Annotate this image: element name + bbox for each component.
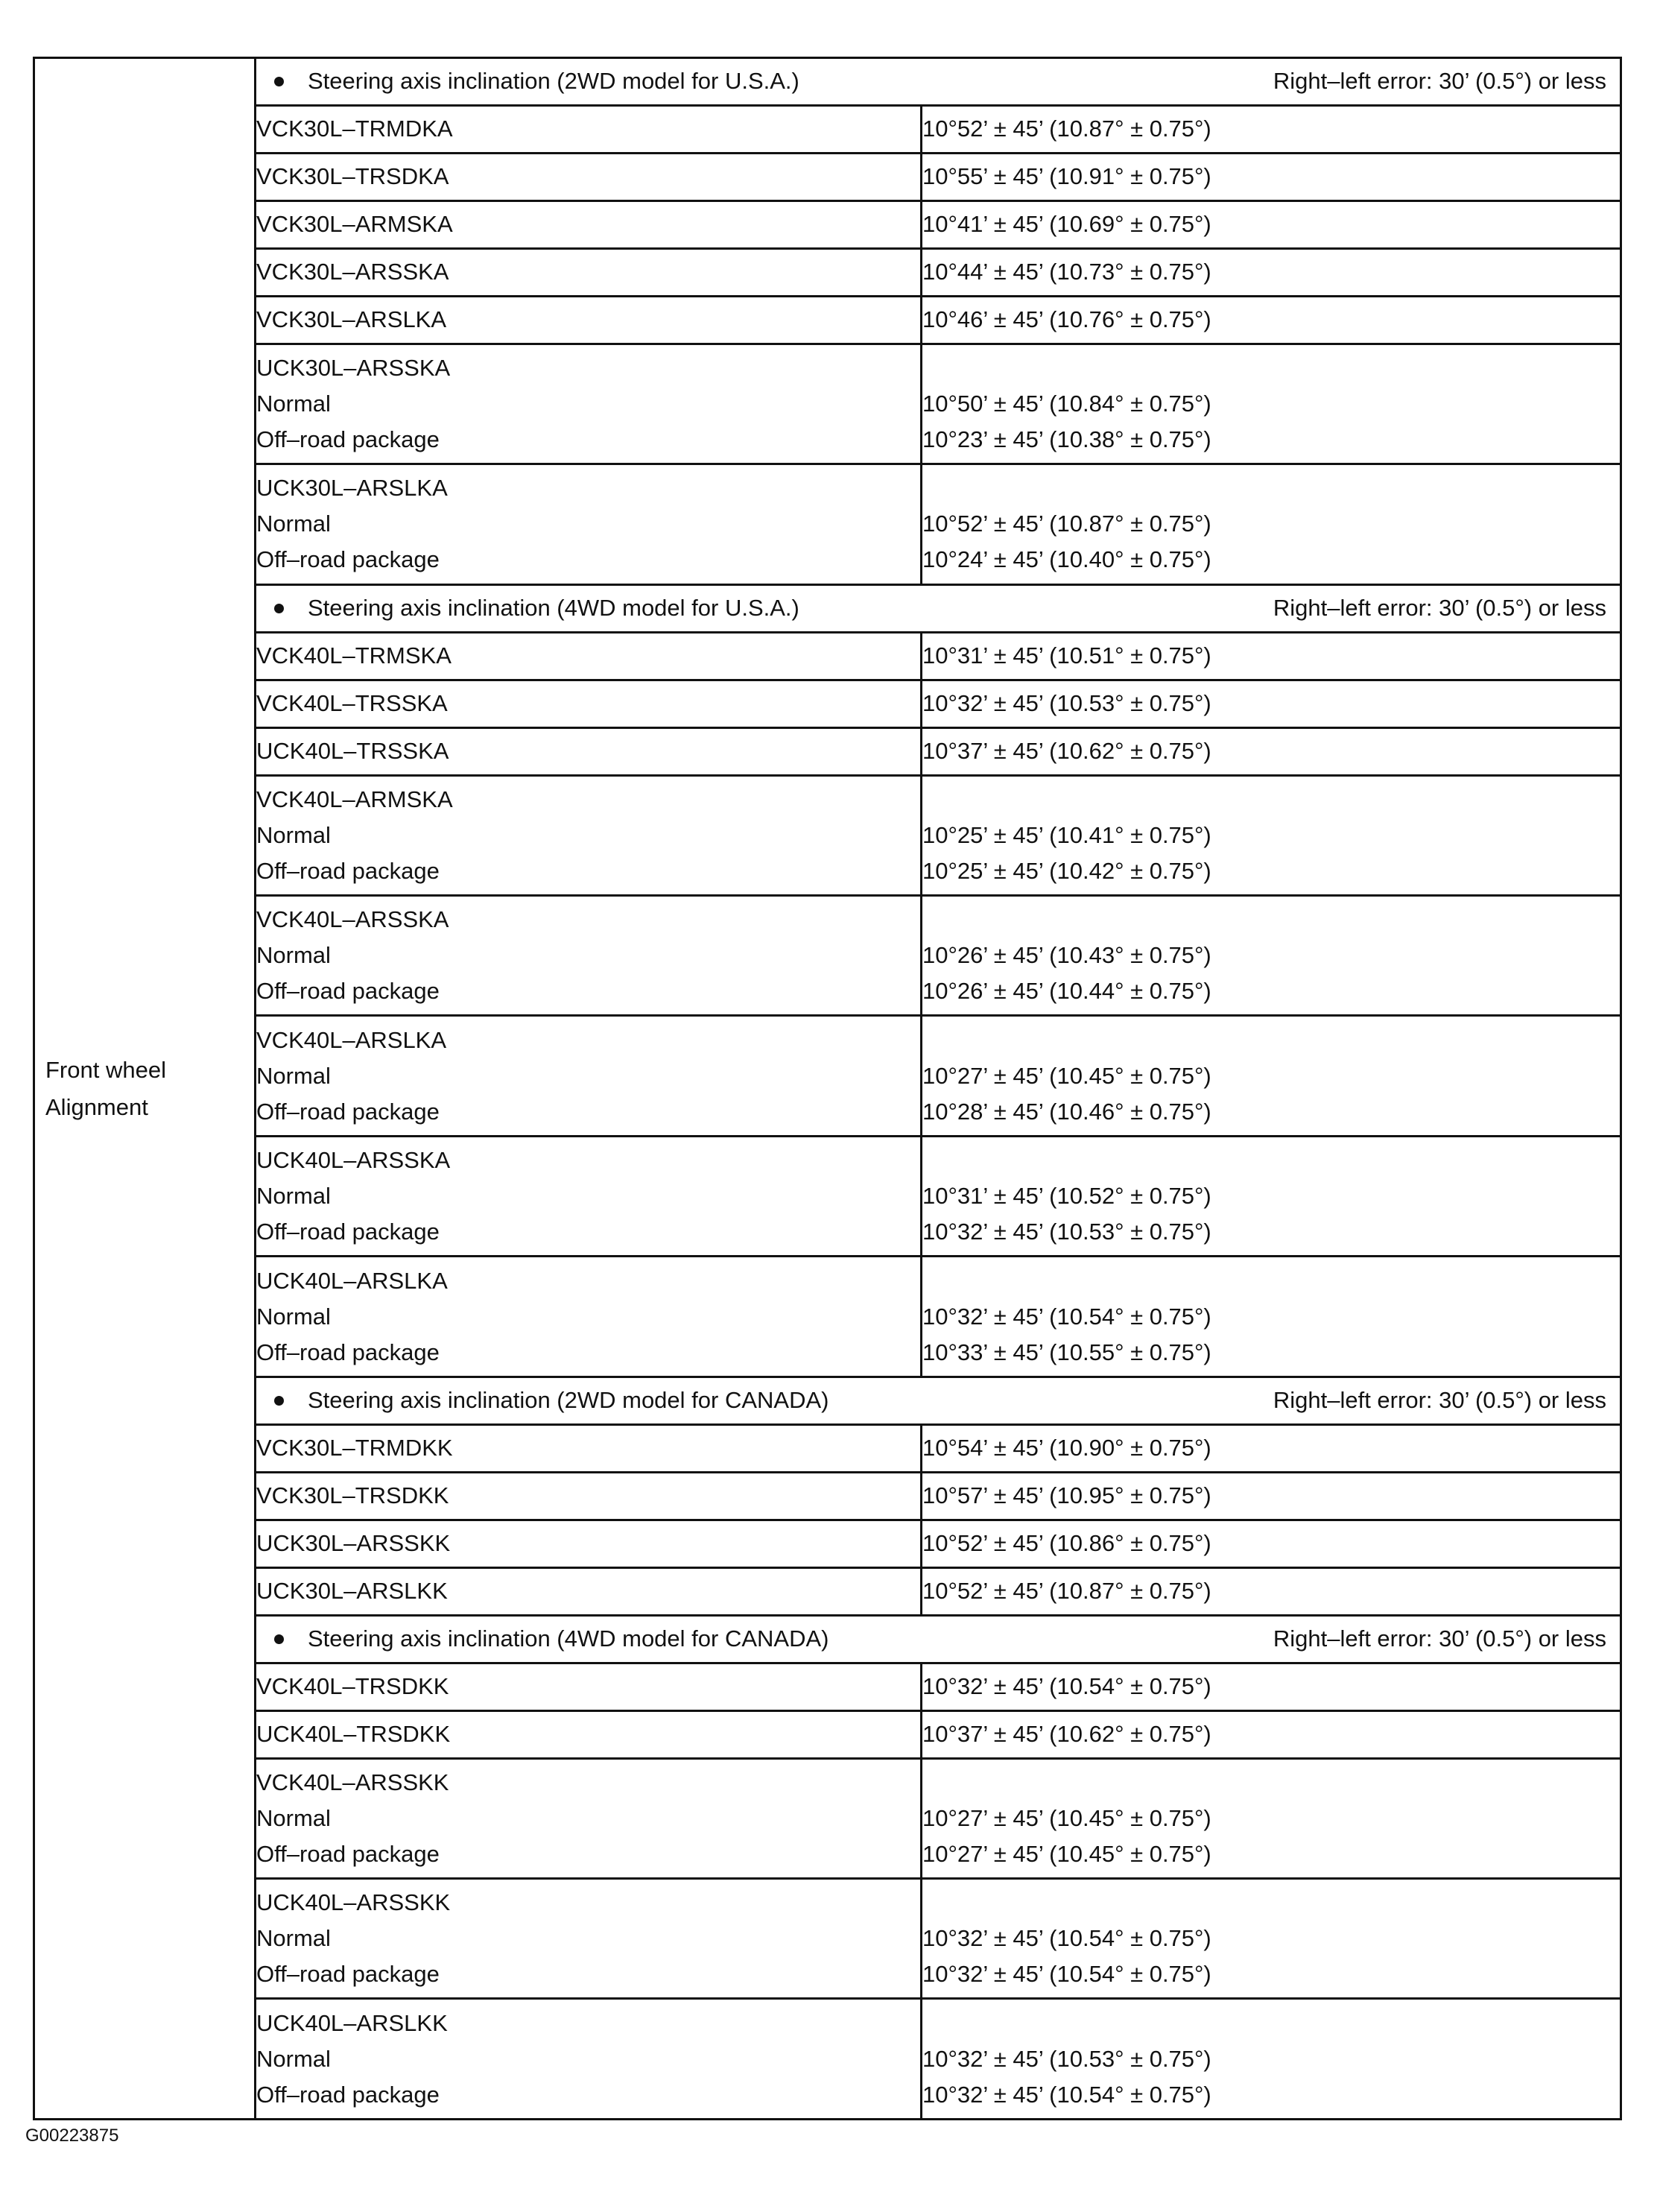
normal-value: 10°32’ ± 45’ (10.54° ± 0.75°) (922, 1303, 1211, 1330)
offroad-label: Off–road package (256, 1339, 440, 1365)
table-row (34, 1710, 1621, 1758)
model-cell (256, 105, 922, 153)
bullet-icon (274, 1634, 284, 1644)
inclination-value: 10°32’ ± 45’ (10.53° ± 0.75°) (922, 690, 1211, 717)
table-row (34, 632, 1621, 680)
model-code: VCK30L–TRMDKA (256, 116, 453, 142)
value-cell (922, 105, 1621, 153)
model-cell (256, 1016, 922, 1136)
inclination-value: 10°52’ ± 45’ (10.87° ± 0.75°) (922, 116, 1211, 142)
normal-label: Normal (256, 1183, 331, 1210)
inclination-value: 10°41’ ± 45’ (10.69° ± 0.75°) (922, 211, 1211, 238)
model-code: UCK30L–ARSSKK (256, 1530, 451, 1557)
offroad-value: 10°32’ ± 45’ (10.54° ± 0.75°) (922, 2081, 1211, 2108)
table-row (34, 1472, 1621, 1520)
model-cell (256, 464, 922, 584)
normal-value: 10°25’ ± 45’ (10.41° ± 0.75°) (922, 821, 1211, 848)
model-cell (256, 344, 922, 464)
offroad-label: Off–road package (256, 1098, 440, 1125)
value-cell (922, 1663, 1621, 1710)
model-code: UCK40L–TRSDKK (256, 1721, 451, 1748)
value-cell (922, 1567, 1621, 1615)
value-cell (922, 1878, 1621, 1998)
offroad-value: 10°25’ ± 45’ (10.42° ± 0.75°) (922, 857, 1211, 884)
table-row (34, 464, 1621, 584)
model-cell (256, 896, 922, 1016)
inclination-value: 10°52’ ± 45’ (10.86° ± 0.75°) (922, 1530, 1211, 1557)
normal-label: Normal (256, 511, 331, 537)
model-code: UCK40L–TRSSKA (256, 738, 449, 765)
model-cell (256, 632, 922, 680)
offroad-value: 10°27’ ± 45’ (10.45° ± 0.75°) (922, 1840, 1211, 1867)
normal-value: 10°27’ ± 45’ (10.45° ± 0.75°) (922, 1804, 1211, 1831)
normal-label: Normal (256, 391, 331, 417)
offroad-label: Off–road package (256, 1219, 440, 1245)
model-cell (256, 1710, 922, 1758)
model-cell (256, 1424, 922, 1472)
table-row (34, 680, 1621, 727)
normal-label: Normal (256, 821, 331, 848)
value-cell (922, 344, 1621, 464)
offroad-value: 10°26’ ± 45’ (10.44° ± 0.75°) (922, 978, 1211, 1005)
normal-label: Normal (256, 1303, 331, 1330)
model-cell (256, 1758, 922, 1878)
model-code: UCK30L–ARSSKA (256, 355, 451, 382)
offroad-value: 10°32’ ± 45’ (10.54° ± 0.75°) (922, 1961, 1211, 1988)
inclination-value: 10°54’ ± 45’ (10.90° ± 0.75°) (922, 1435, 1211, 1462)
model-cell (256, 1878, 922, 1998)
value-cell (922, 248, 1621, 296)
table-row (34, 1136, 1621, 1256)
inclination-value: 10°37’ ± 45’ (10.62° ± 0.75°) (922, 738, 1211, 765)
offroad-label: Off–road package (256, 978, 440, 1005)
model-code: VCK40L–TRSDKK (256, 1673, 449, 1700)
table-row (34, 200, 1621, 248)
value-cell (922, 632, 1621, 680)
normal-label: Normal (256, 1804, 331, 1831)
table-row (34, 344, 1621, 464)
table-row (34, 775, 1621, 895)
value-cell (922, 1710, 1621, 1758)
table-row (34, 1999, 1621, 2120)
offroad-value: 10°32’ ± 45’ (10.53° ± 0.75°) (922, 1219, 1211, 1245)
section-header (256, 1615, 1621, 1663)
inclination-value: 10°52’ ± 45’ (10.87° ± 0.75°) (922, 1578, 1211, 1605)
table-row (34, 153, 1621, 200)
table-row (34, 1424, 1621, 1472)
inclination-value: 10°31’ ± 45’ (10.51° ± 0.75°) (922, 642, 1211, 669)
category-label-line: Alignment (45, 1093, 148, 1120)
normal-value: 10°52’ ± 45’ (10.87° ± 0.75°) (922, 511, 1211, 537)
value-cell (922, 464, 1621, 584)
value-cell (922, 896, 1621, 1016)
model-code: VCK30L–ARSLKA (256, 306, 447, 333)
value-cell (922, 1016, 1621, 1136)
section-title: Steering axis inclination (2WD model for U.S.A.) (308, 68, 799, 95)
model-code: VCK40L–ARMSKA (256, 786, 453, 812)
offroad-label: Off–road package (256, 2081, 440, 2108)
model-cell (256, 1999, 922, 2120)
value-cell (922, 1136, 1621, 1256)
table-row (34, 296, 1621, 344)
table-row (34, 1878, 1621, 1998)
model-cell (256, 200, 922, 248)
value-cell (922, 153, 1621, 200)
inclination-value: 10°57’ ± 45’ (10.95° ± 0.75°) (922, 1482, 1211, 1509)
offroad-label: Off–road package (256, 1840, 440, 1867)
table-row (34, 1663, 1621, 1710)
model-code: VCK40L–TRMSKA (256, 642, 452, 669)
error-note: Right–left error: 30’ (0.5°) or less (1273, 1625, 1606, 1652)
offroad-value: 10°23’ ± 45’ (10.38° ± 0.75°) (922, 426, 1211, 453)
section-title: Steering axis inclination (4WD model for U.S.A.) (308, 595, 799, 622)
offroad-label: Off–road package (256, 426, 440, 453)
normal-value: 10°32’ ± 45’ (10.53° ± 0.75°) (922, 2045, 1211, 2072)
inclination-value: 10°32’ ± 45’ (10.54° ± 0.75°) (922, 1673, 1211, 1700)
normal-label: Normal (256, 1062, 331, 1089)
model-code: UCK40L–ARSSKK (256, 1889, 451, 1916)
section-title: Steering axis inclination (2WD model for CANADA) (308, 1387, 829, 1414)
normal-value: 10°31’ ± 45’ (10.52° ± 0.75°) (922, 1183, 1211, 1210)
offroad-label: Off–road package (256, 857, 440, 884)
section-header-row (34, 58, 1621, 106)
offroad-value: 10°33’ ± 45’ (10.55° ± 0.75°) (922, 1339, 1211, 1365)
model-cell (256, 1567, 922, 1615)
normal-label: Normal (256, 942, 331, 969)
value-cell (922, 1257, 1621, 1377)
bullet-icon (274, 604, 284, 613)
figure-id: G00223875 (25, 2126, 119, 2146)
bullet-icon (274, 77, 284, 86)
value-cell (922, 296, 1621, 344)
model-code: VCK30L–ARSSKA (256, 259, 449, 285)
normal-value: 10°26’ ± 45’ (10.43° ± 0.75°) (922, 942, 1211, 969)
value-cell (922, 1472, 1621, 1520)
value-cell (922, 1520, 1621, 1567)
normal-value: 10°50’ ± 45’ (10.84° ± 0.75°) (922, 391, 1211, 417)
normal-value: 10°32’ ± 45’ (10.54° ± 0.75°) (922, 1925, 1211, 1952)
model-cell (256, 1136, 922, 1256)
model-code: VCK40L–ARSLKA (256, 1026, 447, 1053)
alignment-spec-table (33, 57, 1622, 2120)
section-header (256, 58, 1621, 106)
model-code: VCK30L–ARMSKA (256, 211, 453, 238)
inclination-value: 10°55’ ± 45’ (10.91° ± 0.75°) (922, 163, 1211, 190)
section-title: Steering axis inclination (4WD model for CANADA) (308, 1625, 829, 1652)
normal-label: Normal (256, 1925, 331, 1952)
offroad-value: 10°24’ ± 45’ (10.40° ± 0.75°) (922, 546, 1211, 573)
category-label-cell (34, 58, 256, 2120)
inclination-value: 10°44’ ± 45’ (10.73° ± 0.75°) (922, 259, 1211, 285)
table-row (34, 1016, 1621, 1136)
offroad-value: 10°28’ ± 45’ (10.46° ± 0.75°) (922, 1098, 1211, 1125)
model-code: VCK40L–ARSSKK (256, 1769, 449, 1795)
section-header-row (34, 1615, 1621, 1663)
table-row (34, 248, 1621, 296)
model-cell (256, 727, 922, 775)
inclination-value: 10°37’ ± 45’ (10.62° ± 0.75°) (922, 1721, 1211, 1748)
offroad-label: Off–road package (256, 1961, 440, 1988)
model-code: UCK40L–ARSLKK (256, 2009, 448, 2036)
table-row (34, 1520, 1621, 1567)
category-label-line: Front wheel (45, 1056, 166, 1083)
model-code: VCK30L–TRSDKA (256, 163, 449, 190)
model-code: UCK30L–ARSLKA (256, 475, 448, 502)
section-header (256, 584, 1621, 632)
table-row (34, 1257, 1621, 1377)
model-code: UCK40L–ARSLKA (256, 1267, 448, 1294)
table-row (34, 727, 1621, 775)
model-cell (256, 296, 922, 344)
error-note: Right–left error: 30’ (0.5°) or less (1273, 595, 1606, 622)
table-row (34, 105, 1621, 153)
value-cell (922, 1999, 1621, 2120)
offroad-label: Off–road package (256, 546, 440, 573)
value-cell (922, 1424, 1621, 1472)
normal-label: Normal (256, 2045, 331, 2072)
value-cell (922, 200, 1621, 248)
model-code: VCK40L–ARSSKA (256, 906, 449, 933)
error-note: Right–left error: 30’ (0.5°) or less (1273, 1387, 1606, 1414)
model-code: UCK40L–ARSSKA (256, 1147, 451, 1174)
model-code: VCK40L–TRSSKA (256, 690, 448, 717)
model-code: UCK30L–ARSLKK (256, 1578, 448, 1605)
table-row (34, 896, 1621, 1016)
model-cell (256, 775, 922, 895)
model-cell (256, 1472, 922, 1520)
model-cell (256, 680, 922, 727)
error-note: Right–left error: 30’ (0.5°) or less (1273, 68, 1606, 95)
value-cell (922, 680, 1621, 727)
inclination-value: 10°46’ ± 45’ (10.76° ± 0.75°) (922, 306, 1211, 333)
section-header-row (34, 1377, 1621, 1424)
model-cell (256, 1663, 922, 1710)
section-header (256, 1377, 1621, 1424)
model-cell (256, 248, 922, 296)
model-cell (256, 1257, 922, 1377)
value-cell (922, 775, 1621, 895)
section-header-row (34, 584, 1621, 632)
table-row (34, 1758, 1621, 1878)
model-code: VCK30L–TRMDKK (256, 1435, 453, 1462)
table-row (34, 1567, 1621, 1615)
value-cell (922, 727, 1621, 775)
model-code: VCK30L–TRSDKK (256, 1482, 449, 1509)
model-cell (256, 153, 922, 200)
model-cell (256, 1520, 922, 1567)
bullet-icon (274, 1396, 284, 1406)
value-cell (922, 1758, 1621, 1878)
normal-value: 10°27’ ± 45’ (10.45° ± 0.75°) (922, 1062, 1211, 1089)
